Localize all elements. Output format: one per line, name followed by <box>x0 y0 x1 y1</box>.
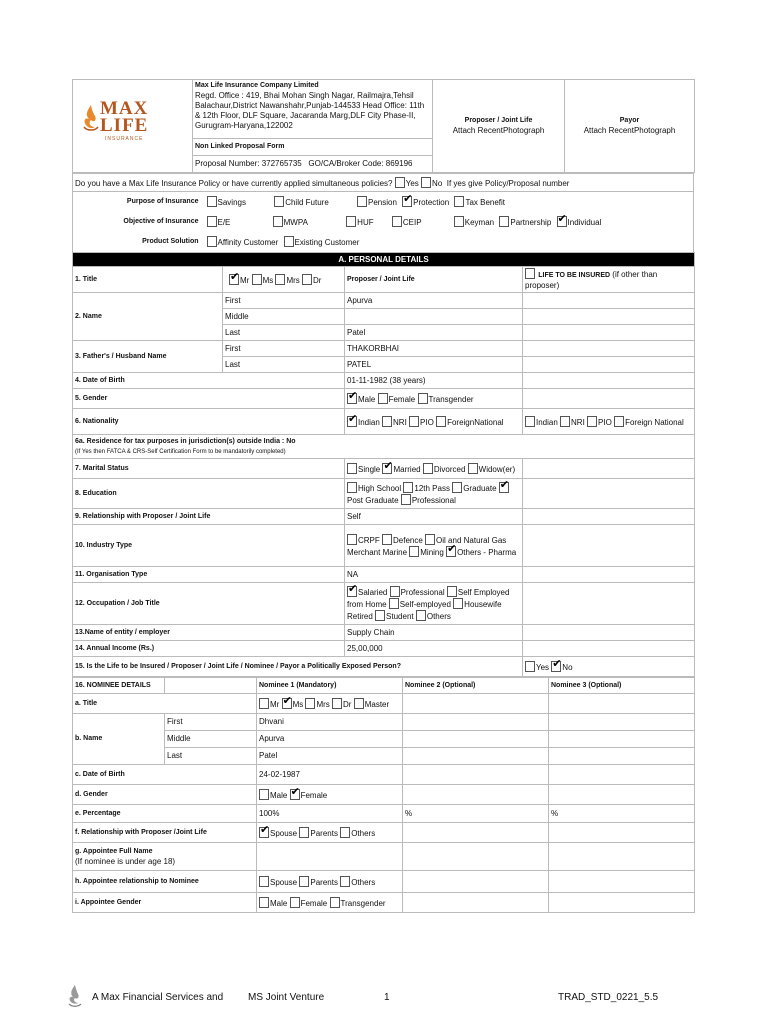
father-first-field[interactable]: THAKORBHAI <box>345 341 523 357</box>
proposal-number-cell <box>193 156 433 173</box>
first-name-label: First <box>223 293 345 309</box>
nom-rel-spouse-label: Spouse <box>270 828 298 838</box>
nom-rel-others-label: Others <box>351 828 376 838</box>
nationality-nri-label: NRI <box>393 417 407 427</box>
relationship-field[interactable]: Self <box>345 509 523 525</box>
appointee-rel-options <box>257 871 403 893</box>
title-ms-label: Ms <box>262 275 274 285</box>
occ-student-checkbox[interactable] <box>416 610 426 621</box>
nominee3-last-field[interactable] <box>549 748 695 765</box>
gender-male-checkbox[interactable] <box>347 393 357 404</box>
pep-no-checkbox[interactable] <box>551 661 561 672</box>
occ-salaried-label: Salaried <box>358 587 388 597</box>
appointee3-gender-field[interactable] <box>549 893 695 913</box>
lti-dob-field[interactable] <box>523 373 695 389</box>
pep-no-label: No <box>562 662 573 672</box>
product-existing-label: Existing Customer <box>294 238 360 247</box>
appointee-note: (If nominee is under age 18) <box>75 856 176 866</box>
app-rel-parents-checkbox[interactable] <box>299 876 309 887</box>
industry-options <box>345 525 523 567</box>
edu-high-school-checkbox[interactable] <box>347 482 357 493</box>
lti-nationality-pio-checkbox[interactable] <box>587 416 597 427</box>
middle-name-label: Middle <box>223 309 345 325</box>
nationality-indian-checkbox[interactable] <box>347 416 357 427</box>
nom-gender-male-label: Male <box>270 790 288 800</box>
proposer-photo-sub: Attach RecentPhotograph <box>452 126 545 135</box>
nom-gender-female-checkbox[interactable] <box>290 789 300 800</box>
tax-residence-note: (If Yes then FATCA & CRS-Self Certification Form to be mandatorily completed) <box>75 448 286 455</box>
proposer-photo-title: Proposer / Joint Life <box>464 117 533 124</box>
nationality-pio-checkbox[interactable] <box>409 416 419 427</box>
company-address: Regd. Office : 419, Bhai Mohan Singh Nagar, Railmajra,Tehsil Balachaur,District Nawanshahr,Punjab-144533 Head Office: 11th & 12th Floor, DLF Square, Jacaranda Marg,DLF City Phase-II, Gurugram-Haryana,122002 <box>195 91 425 130</box>
nationality-indian-label: Indian <box>358 417 380 427</box>
industry-defence-checkbox[interactable] <box>382 534 392 545</box>
lti-marital-field[interactable] <box>523 459 695 479</box>
gender-options <box>345 389 523 409</box>
nominee-title-label: a. Title <box>73 694 257 714</box>
income-label: 14. Annual Income (Rs.) <box>73 641 345 657</box>
edu-post-graduate-checkbox[interactable] <box>401 494 411 505</box>
broker-code: GO/CA/Broker Code: 869196 <box>308 159 413 168</box>
purpose-protection-checkbox[interactable] <box>402 196 412 207</box>
product-existing-checkbox[interactable] <box>284 236 294 247</box>
objective-huf-checkbox[interactable] <box>346 216 356 227</box>
occ-self-employed-home-label: Self Employed from Home <box>347 587 510 609</box>
existing-policy-row <box>73 174 694 192</box>
existing-policy-table <box>72 173 694 192</box>
app-gender-female-checkbox[interactable] <box>290 897 300 908</box>
logo-life: LIFE <box>100 115 149 136</box>
education-options <box>345 479 523 509</box>
nominee3-header: Nominee 3 (Optional) <box>549 678 695 694</box>
title-dr-checkbox[interactable] <box>302 274 312 285</box>
nominee3-first-field[interactable] <box>549 714 695 731</box>
flame-icon <box>83 105 99 131</box>
nom-title-mrs-checkbox[interactable] <box>305 698 315 709</box>
org-label: 11. Organisation Type <box>73 567 345 583</box>
nominee3-title-field[interactable] <box>549 694 695 714</box>
app-gender-transgender-checkbox[interactable] <box>330 897 340 908</box>
occ-housewife-label: Housewife <box>464 599 502 609</box>
lti-note: (if other than proposer) <box>525 270 658 290</box>
lti-education-field[interactable] <box>523 479 695 509</box>
product-affinity-label: Affinity Customer <box>217 238 279 247</box>
appointee3-field[interactable] <box>549 843 695 871</box>
nationality-nri-checkbox[interactable] <box>382 416 392 427</box>
nominee2-header: Nominee 2 (Optional) <box>403 678 549 694</box>
personal-details-table <box>72 252 695 677</box>
appointee-gender-label: i. Appointee Gender <box>73 893 257 913</box>
occ-professional-checkbox[interactable] <box>390 586 400 597</box>
lti-label: LIFE TO BE INSURED <box>538 272 611 279</box>
payor-photo-sub: Attach RecentPhotograph <box>583 126 676 135</box>
product-options <box>205 232 694 252</box>
logo-max: MAX <box>100 98 149 119</box>
objective-mwpa-label: MWPA <box>283 218 308 227</box>
appointee2-rel-field[interactable] <box>403 871 549 893</box>
objective-ceip-label: CEIP <box>402 218 422 227</box>
industry-defence-label: Defence <box>393 535 423 545</box>
nationality-foreign-checkbox[interactable] <box>436 416 446 427</box>
gender-transgender-checkbox[interactable] <box>418 393 428 404</box>
first-name-field[interactable]: Apurva <box>345 293 523 309</box>
last-name-label: Last <box>223 325 345 341</box>
objective-keyman-checkbox[interactable] <box>454 216 464 227</box>
max-life-logo <box>75 97 190 155</box>
appointee-rel-label: h. Appointee relationship to Nominee <box>73 871 257 893</box>
marital-single-checkbox[interactable] <box>347 463 357 474</box>
product-affinity-checkbox[interactable] <box>207 236 217 247</box>
occ-self-employed-checkbox[interactable] <box>447 586 457 597</box>
nominee2-rel-field[interactable] <box>403 823 549 843</box>
lti-nationality-nri-label: NRI <box>571 417 585 427</box>
nom-title-master-checkbox[interactable] <box>354 698 364 709</box>
footer-form-code: TRAD_STD_0221_5.5 <box>558 992 659 1003</box>
tax-residence-row <box>73 435 695 459</box>
lti-gender-field[interactable] <box>523 389 695 409</box>
objective-keyman-label: Keyman <box>464 218 495 227</box>
marital-divorced-checkbox[interactable] <box>423 463 433 474</box>
appointee-label-cell <box>73 843 257 871</box>
objective-individual-checkbox[interactable] <box>557 216 567 227</box>
gender-male-label: Male <box>358 394 376 404</box>
objective-ceip-checkbox[interactable] <box>392 216 402 227</box>
existing-policy-yes-label: Yes <box>405 178 419 188</box>
nominee2-last-field[interactable] <box>403 748 549 765</box>
education-label: 8. Education <box>73 479 345 509</box>
nominee3-rel-field[interactable] <box>549 823 695 843</box>
occ-retired-label: Retired <box>347 611 373 621</box>
nominee-title-options <box>257 694 403 714</box>
app-rel-parents-label: Parents <box>310 877 338 887</box>
footer-flame-icon <box>68 985 82 1007</box>
lti-checkbox[interactable] <box>525 268 535 279</box>
nom-rel-others-checkbox[interactable] <box>340 827 350 838</box>
nominee-dob-label: c. Date of Birth <box>73 765 257 785</box>
app-gender-male-checkbox[interactable] <box>259 897 269 908</box>
appointee2-field[interactable] <box>403 843 549 871</box>
nominee2-middle-field[interactable] <box>403 731 549 748</box>
industry-oil-label: Oil and Natural Gas <box>436 535 507 545</box>
purpose-child-future-checkbox[interactable] <box>274 196 284 207</box>
org-field[interactable]: NA <box>345 567 523 583</box>
nominee-first-label: First <box>165 714 257 731</box>
nominee2-gender-field[interactable] <box>403 785 549 805</box>
nominee-middle-field[interactable]: Apurva <box>257 731 403 748</box>
purpose-tax-benefit-checkbox[interactable] <box>454 196 464 207</box>
company-name: Max Life Insurance Company Limited <box>195 82 319 89</box>
edu-high-school-label: High School <box>358 483 402 493</box>
objective-mwpa-checkbox[interactable] <box>273 216 283 227</box>
appointee1-field[interactable] <box>257 843 403 871</box>
gender-female-checkbox[interactable] <box>378 393 388 404</box>
nominee3-dob-field[interactable] <box>549 765 695 785</box>
purpose-child-future-label: Child Future <box>285 198 329 207</box>
occ-others-label: Others <box>426 611 451 621</box>
marital-divorced-label: Divorced <box>433 464 466 474</box>
existing-policy-question: Do you have a Max Life Insurance Policy or have currently applied simultaneous policies? <box>75 178 393 188</box>
proposal-number: Proposal Number: 372765735 <box>195 159 302 168</box>
industry-mining-label: Mining <box>420 547 444 557</box>
nominee2-dob-field[interactable] <box>403 765 549 785</box>
last-name-field[interactable]: Patel <box>345 325 523 341</box>
occ-housewife-checkbox[interactable] <box>453 598 463 609</box>
marital-single-label: Single <box>358 464 381 474</box>
father-first-label: First <box>223 341 345 357</box>
occupation-label: 12. Occupation / Job Title <box>73 583 345 625</box>
father-last-field[interactable]: PATEL <box>345 357 523 373</box>
purpose-pension-checkbox[interactable] <box>357 196 367 207</box>
purpose-table <box>72 192 694 252</box>
purpose-protection-label: Protection <box>413 198 450 207</box>
pep-yes-label: Yes <box>536 662 550 672</box>
occ-retired-checkbox[interactable] <box>375 610 385 621</box>
nationality-options <box>345 409 523 435</box>
dob-field[interactable]: 01-11-1982 (38 years) <box>345 373 523 389</box>
nominee-rel-label: f. Relationship with Proposer /Joint Life <box>73 823 257 843</box>
nom-gender-male-checkbox[interactable] <box>259 789 269 800</box>
nationality-foreign-label: ForeignNational <box>447 417 504 427</box>
nominee1-pct-field[interactable]: 100% <box>257 805 403 823</box>
objective-label: Objective of Insurance <box>73 212 205 232</box>
nom-rel-parents-label: Parents <box>310 828 338 838</box>
lti-org-field[interactable] <box>523 567 695 583</box>
nominee-section-label: 16. NOMINEE DETAILS <box>73 678 165 694</box>
industry-oil-checkbox[interactable] <box>425 534 435 545</box>
industry-label: 10. Industry Type <box>73 525 345 567</box>
app-rel-spouse-label: Spouse <box>270 877 298 887</box>
objective-partnership-checkbox[interactable] <box>499 216 509 227</box>
appointee-label: g. Appointee Full Name <box>75 847 153 855</box>
nominee2-title-field[interactable] <box>403 694 549 714</box>
lti-relationship-field[interactable] <box>523 509 695 525</box>
nom-rel-parents-checkbox[interactable] <box>299 827 309 838</box>
app-rel-others-checkbox[interactable] <box>340 876 350 887</box>
nom-title-ms-checkbox[interactable] <box>282 698 292 709</box>
marital-married-label: Married <box>393 464 421 474</box>
edu-12th-checkbox[interactable] <box>403 482 413 493</box>
industry-crpf-checkbox[interactable] <box>347 534 357 545</box>
payor-photo-title: Payor <box>619 117 640 124</box>
edu-graduate-label: Graduate <box>463 483 497 493</box>
proposer-column-header: Proposer / Joint Life <box>345 267 523 293</box>
title-dr-label: Dr <box>313 275 322 285</box>
edu-12th-label: 12th Pass <box>414 483 450 493</box>
header-table <box>72 79 695 173</box>
lti-occupation-field[interactable] <box>523 583 695 625</box>
nom-title-ms-label: Ms <box>292 699 304 709</box>
purpose-savings-checkbox[interactable] <box>207 196 217 207</box>
gender-label: 5. Gender <box>73 389 345 409</box>
industry-merchant-label: Merchant Marine <box>347 547 408 557</box>
nominee2-first-field[interactable] <box>403 714 549 731</box>
nominee-last-label: Last <box>165 748 257 765</box>
logo-cell <box>73 80 193 173</box>
marital-label: 7. Marital Status <box>73 459 345 479</box>
section-a-title: A. PERSONAL DETAILS <box>73 253 695 267</box>
nominee-name-label: b. Name <box>73 714 165 765</box>
nominee-gender-options <box>257 785 403 805</box>
occ-student-label: Student <box>386 611 414 621</box>
purpose-savings-label: Savings <box>217 198 246 207</box>
title-ms-checkbox[interactable] <box>252 274 262 285</box>
purpose-tax-benefit-label: Tax Benefit <box>465 198 506 207</box>
objective-partnership-label: Partnership <box>510 218 552 227</box>
edu-post-graduate-label: Post Graduate <box>347 495 399 505</box>
marital-options <box>345 459 523 479</box>
nominee-table <box>72 677 695 913</box>
industry-crpf-label: CRPF <box>358 535 380 545</box>
industry-others-checkbox[interactable] <box>446 546 456 557</box>
lti-nationality-options <box>523 409 695 435</box>
lti-column-header <box>523 267 695 293</box>
marital-widow-checkbox[interactable] <box>468 463 478 474</box>
nominee-middle-label: Middle <box>165 731 257 748</box>
nom-title-mrs-label: Mrs <box>316 699 330 709</box>
footer-left-text: A Max Financial Services and <box>92 992 224 1003</box>
nationality-pio-label: PIO <box>420 417 434 427</box>
objective-huf-label: HUF <box>357 218 374 227</box>
edu-graduate-checkbox[interactable] <box>499 482 509 493</box>
app-rel-others-label: Others <box>351 877 376 887</box>
purpose-options <box>205 192 694 212</box>
marital-widow-label: Widow(er) <box>478 464 516 474</box>
nominee2-pct-field[interactable]: % <box>403 805 549 823</box>
tax-residence-label: 6a. Residence for tax purposes in jurisdiction(s) outside India : No <box>75 437 296 445</box>
employer-label: 13.Name of entity / employer <box>73 625 345 641</box>
name-label: 2. Name <box>73 293 223 341</box>
marital-married-checkbox[interactable] <box>382 463 392 474</box>
logo-insurance: INSURANCE <box>105 136 144 142</box>
existing-policy-no-checkbox[interactable] <box>421 177 431 188</box>
employer-field[interactable]: Supply Chain <box>345 625 523 641</box>
pep-label: 15. Is the Life to be Insured / Proposer / Joint Life / Nominee / Payor a Politically Exposed Person? <box>73 657 523 677</box>
title-options <box>223 267 345 293</box>
form-name: Non Linked Proposal Form <box>193 139 433 156</box>
nom-rel-spouse-checkbox[interactable] <box>259 827 269 838</box>
lti-nationality-pio-label: PIO <box>598 417 612 427</box>
nominee-dob-field[interactable]: 24-02-1987 <box>257 765 403 785</box>
app-gender-male-label: Male <box>270 898 288 908</box>
dob-label: 4. Date of Birth <box>73 373 345 389</box>
lti-employer-field[interactable] <box>523 625 695 641</box>
edu-professional-label: Professional <box>411 495 456 505</box>
father-name-label: 3. Father's / Husband Name <box>73 341 223 373</box>
purpose-pension-label: Pension <box>368 198 397 207</box>
pep-yes-checkbox[interactable] <box>525 661 535 672</box>
nominee-last-field[interactable]: Patel <box>257 748 403 765</box>
nominee3-gender-field[interactable] <box>549 785 695 805</box>
lti-nationality-foreign-label: Foreign National <box>625 417 684 427</box>
middle-name-field[interactable] <box>345 309 523 325</box>
objective-individual-label: Individual <box>567 218 602 227</box>
gender-female-label: Female <box>388 394 416 404</box>
title-mr-label: Mr <box>240 275 250 285</box>
existing-policy-yes-checkbox[interactable] <box>395 177 405 188</box>
occ-professional-label: Professional <box>400 587 445 597</box>
nominee1-header: Nominee 1 (Mandatory) <box>257 678 403 694</box>
title-mr-checkbox[interactable] <box>229 274 239 285</box>
occ-self-employed2-checkbox[interactable] <box>389 598 399 609</box>
lti-first-name-field[interactable] <box>523 293 695 309</box>
nominee3-pct-field[interactable]: % <box>549 805 695 823</box>
nationality-label: 6. Nationality <box>73 409 345 435</box>
app-rel-spouse-checkbox[interactable] <box>259 876 269 887</box>
gender-transgender-label: Transgender <box>428 394 474 404</box>
relationship-label: 9. Relationship with Proposer / Joint Life <box>73 509 345 525</box>
company-info <box>193 80 433 139</box>
father-last-label: Last <box>223 357 345 373</box>
nom-title-mr-label: Mr <box>270 699 280 709</box>
app-gender-transgender-label: Transgender <box>340 898 386 908</box>
proposer-photo-box <box>433 80 565 173</box>
purpose-label: Purpose of Insurance <box>73 192 205 212</box>
lti-father-first-field[interactable] <box>523 341 695 357</box>
lti-nationality-foreign-checkbox[interactable] <box>614 416 624 427</box>
lti-middle-name-field[interactable] <box>523 309 695 325</box>
nominee-pct-label: e. Percentage <box>73 805 257 823</box>
existing-policy-tail: If yes give Policy/Proposal number <box>446 178 570 188</box>
appointee-gender-options <box>257 893 403 913</box>
industry-merchant-checkbox[interactable] <box>409 546 419 557</box>
title-mrs-label: Mrs <box>286 275 300 285</box>
nom-title-dr-label: Dr <box>343 699 352 709</box>
app-gender-female-label: Female <box>300 898 328 908</box>
lti-income-field[interactable] <box>523 641 695 657</box>
nominee-rel-options <box>257 823 403 843</box>
lti-industry-field[interactable] <box>523 525 695 567</box>
occ-salaried-checkbox[interactable] <box>347 586 357 597</box>
industry-others-label: Others - Pharma <box>457 547 517 557</box>
nominee-first-field[interactable]: Dhvani <box>257 714 403 731</box>
nom-title-mr-checkbox[interactable] <box>259 698 269 709</box>
edu-graduate-pre-checkbox[interactable] <box>452 482 462 493</box>
existing-policy-no-label: No <box>432 178 443 188</box>
proposal-form <box>72 79 694 913</box>
objective-ee-label: E/E <box>217 218 231 227</box>
title-mrs-checkbox[interactable] <box>275 274 285 285</box>
pep-options <box>523 657 695 677</box>
nominee-gender-label: d. Gender <box>73 785 257 805</box>
objective-options <box>205 212 694 232</box>
nom-gender-female-label: Female <box>300 790 328 800</box>
appointee2-gender-field[interactable] <box>403 893 549 913</box>
nom-title-dr-checkbox[interactable] <box>332 698 342 709</box>
nom-title-master-label: Master <box>364 699 390 709</box>
occupation-options <box>345 583 523 625</box>
lti-nationality-indian-label: Indian <box>536 417 558 427</box>
appointee3-rel-field[interactable] <box>549 871 695 893</box>
nominee3-middle-field[interactable] <box>549 731 695 748</box>
lti-last-name-field[interactable] <box>523 325 695 341</box>
lti-nationality-indian-checkbox[interactable] <box>525 416 535 427</box>
lti-nationality-nri-checkbox[interactable] <box>560 416 570 427</box>
payor-photo-box <box>565 80 695 173</box>
footer-mid-text: MS Joint Venture <box>248 992 325 1003</box>
occ-self-employed2-label: Self-employed <box>399 599 451 609</box>
footer-page-number: 1 <box>384 992 390 1003</box>
objective-ee-checkbox[interactable] <box>207 216 217 227</box>
income-field[interactable]: 25,00,000 <box>345 641 523 657</box>
product-label: Product Solution <box>73 232 205 252</box>
title-label: 1. Title <box>73 267 223 293</box>
lti-father-last-field[interactable] <box>523 357 695 373</box>
